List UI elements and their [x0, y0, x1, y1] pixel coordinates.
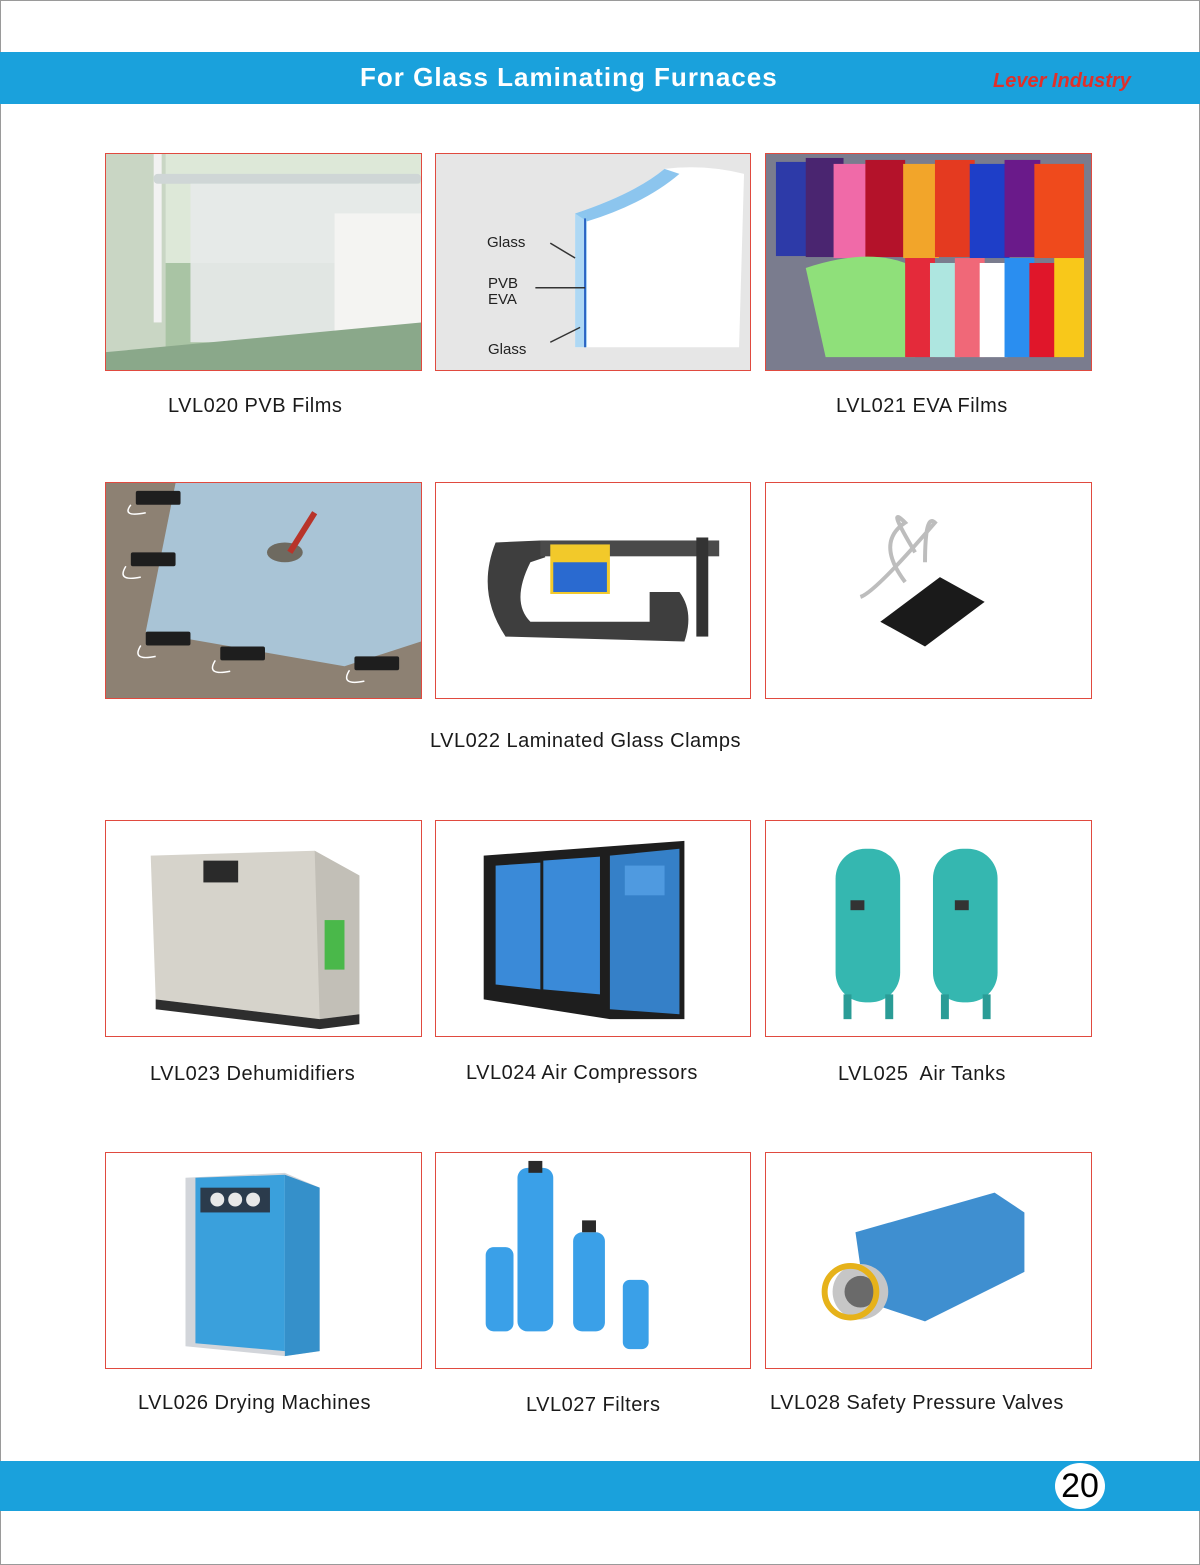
binder-clip-photo [765, 482, 1092, 699]
diagram-label-pvb: PVB [488, 275, 519, 292]
dehumidifier-photo [105, 820, 422, 1037]
diagram-label-glass-bottom: Glass [488, 341, 527, 358]
c-clamp-photo [435, 482, 751, 699]
eva-films-photo [765, 153, 1092, 371]
clamps-on-glass-photo [105, 482, 422, 699]
safety-valve-photo [765, 1152, 1092, 1369]
footer-bar [0, 1461, 1200, 1511]
diagram-label-eva: EVA [488, 291, 517, 308]
filters-photo [435, 1152, 751, 1369]
drying-machine-photo [105, 1152, 422, 1369]
caption-air-tanks: LVL025 Air Tanks [838, 1063, 1006, 1085]
caption-air-compressors: LVL024 Air Compressors [466, 1062, 698, 1084]
pvb-film-photo [105, 153, 422, 371]
air-tanks-photo [765, 820, 1092, 1037]
laminated-glass-diagram [435, 153, 751, 371]
air-compressor-photo [435, 820, 751, 1037]
caption-filters: LVL027 Filters [526, 1394, 661, 1416]
brand-logo: Lever Industry [993, 70, 1131, 92]
page-title: For Glass Laminating Furnaces [360, 62, 778, 92]
caption-clamps: LVL022 Laminated Glass Clamps [430, 730, 741, 752]
caption-dehumidifiers: LVL023 Dehumidifiers [150, 1063, 356, 1085]
diagram-label-glass-top: Glass [487, 234, 526, 251]
caption-drying-machines: LVL026 Drying Machines [138, 1392, 371, 1414]
page-number: 20 [1055, 1463, 1105, 1509]
caption-valves: LVL028 Safety Pressure Valves [770, 1392, 1064, 1414]
caption-eva-films: LVL021 EVA Films [836, 395, 1008, 417]
caption-pvb-films: LVL020 PVB Films [168, 395, 343, 417]
